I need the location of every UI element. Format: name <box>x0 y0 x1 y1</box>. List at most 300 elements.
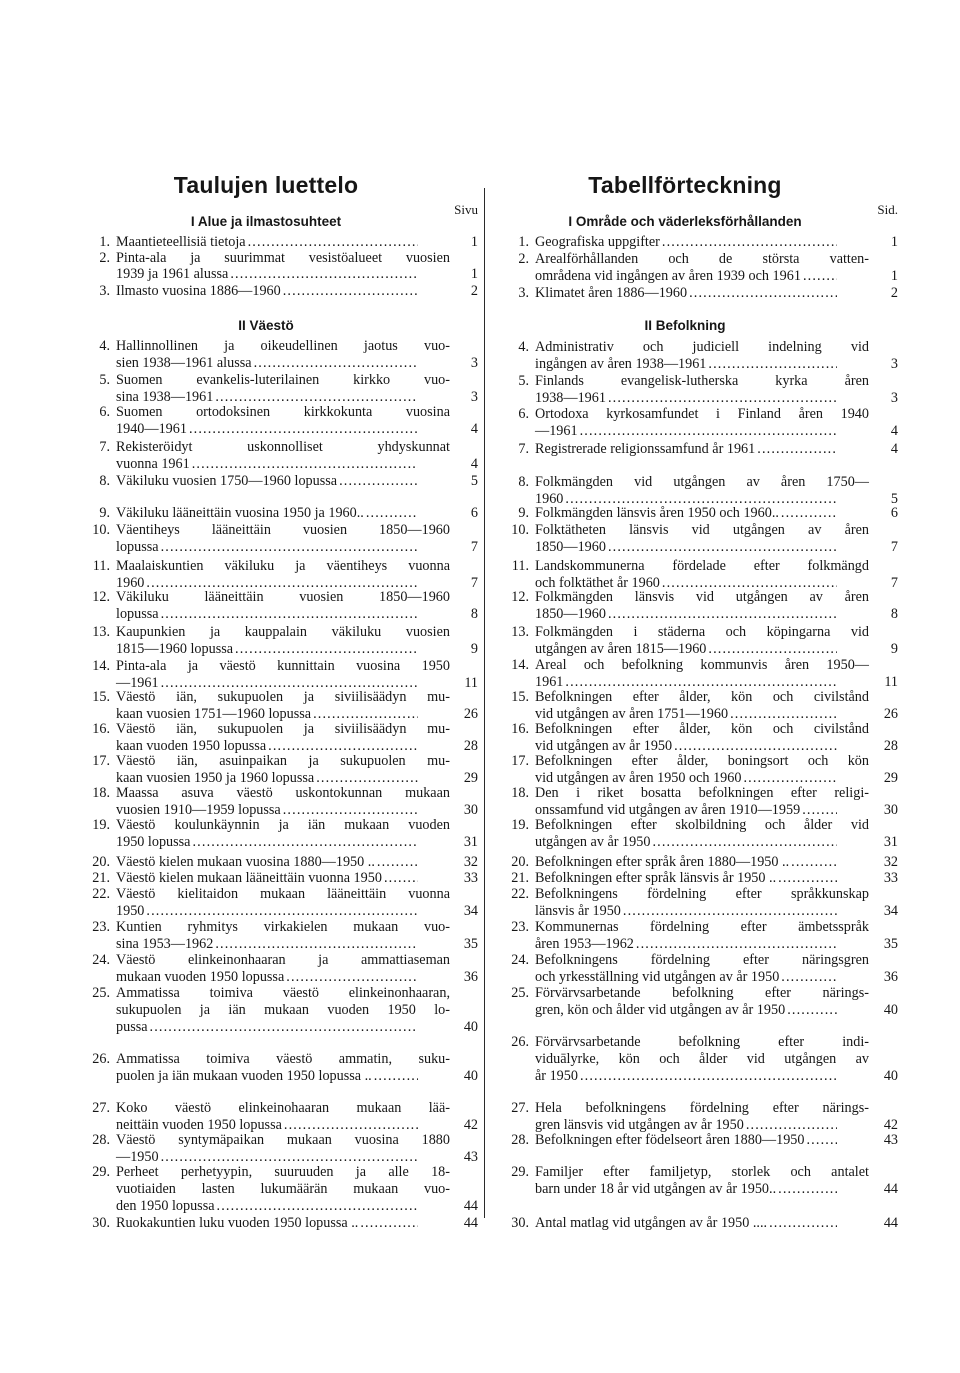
entry-text-line: —1961 <box>116 675 159 691</box>
entry-number: 15. <box>92 689 110 705</box>
toc-entry <box>503 340 898 372</box>
toc-entry <box>84 590 478 622</box>
entry-page-number: 42 <box>883 1117 898 1133</box>
entry-text-line: Areal och befolkning kommunvis åren 1950— <box>535 657 869 673</box>
entry-number: 13. <box>511 624 529 640</box>
entry-page-number: 36 <box>883 969 898 985</box>
entry-text-line: 1961 <box>535 674 564 690</box>
dot-leader <box>674 739 837 754</box>
entry-text-line: Maalaiskuntien väkiluku ja väentiheys vuonna <box>116 558 450 574</box>
dot-leader <box>608 540 837 555</box>
entry-text-line: Folkmängden i städerna och köpingarna vid <box>535 624 869 640</box>
entry-text-line: Koko väestö elinkeinohaaran mukaan lää- <box>116 1100 450 1116</box>
dot-leader <box>708 642 837 657</box>
entry-text-line: och yrkesställning vid utgången av år 1950 <box>535 969 780 985</box>
entry-number: 15. <box>511 689 529 705</box>
entry-text-line: Geografiska uppgifter <box>535 234 660 250</box>
toc-entry <box>503 722 898 754</box>
entry-number: 17. <box>92 753 110 769</box>
entry-text-line: onssamfund vid utgången av åren 1910—1959 <box>535 802 801 818</box>
entry-number: 12. <box>92 589 110 605</box>
entry-page-number: 1 <box>890 234 898 250</box>
entry-text-line: —1950 <box>116 1149 159 1165</box>
entry-number: 4. <box>99 338 110 354</box>
toc-entry <box>503 887 898 919</box>
toc-entry <box>84 284 478 299</box>
dot-leader <box>235 642 418 657</box>
toc-entry <box>503 475 898 507</box>
dot-leader <box>778 871 837 886</box>
dot-leader <box>286 970 418 985</box>
entry-text-line: Hela befolkningens fördelning efter närings- <box>535 1100 869 1116</box>
entry-number: 24. <box>92 952 110 968</box>
entry-page-number: 7 <box>470 539 478 555</box>
entry-page-number: 33 <box>883 870 898 886</box>
entry-number: 16. <box>511 721 529 737</box>
dot-leader <box>283 284 418 299</box>
entry-page-number: 30 <box>883 802 898 818</box>
entry-page-number: 32 <box>463 854 478 870</box>
entry-number: 8. <box>518 474 529 490</box>
entry-page-number: 3 <box>890 356 898 372</box>
entry-page-number: 8 <box>890 606 898 622</box>
dot-leader <box>146 904 418 919</box>
entry-number: 4. <box>518 339 529 355</box>
toc-entry <box>503 286 898 301</box>
toc-entry <box>503 235 898 250</box>
entry-page-number: 35 <box>463 936 478 952</box>
dot-leader <box>161 540 418 555</box>
entry-text-line: Kommunernas fördelning efter ämbetsspråk <box>535 919 869 935</box>
entry-text-line: vuosien 1910—1959 lopussa <box>116 802 281 818</box>
entry-page-number: 40 <box>883 1002 898 1018</box>
toc-entry <box>84 1052 478 1084</box>
entry-number: 22. <box>92 886 110 902</box>
entry-text-line: vid utgången av åren 1751—1960 <box>535 706 729 722</box>
entry-text-line: vuonna 1961 <box>116 456 190 472</box>
entry-text-line: Befolkningen efter ålder, boningsort och kön <box>535 753 869 769</box>
entry-page-number: 6 <box>470 505 478 521</box>
entry-page-number: 1 <box>470 266 478 282</box>
toc-entry <box>84 405 478 437</box>
toc-entry <box>84 235 478 250</box>
entry-number: 2. <box>518 251 529 267</box>
entry-text-line: Väkiluku vuosien 1750—1960 lopussa <box>116 473 338 489</box>
entry-number: 26. <box>511 1034 529 1050</box>
entry-text-line: Befolkningen efter ålder, kön och civilstånd <box>535 721 869 737</box>
entry-number: 20. <box>511 854 529 870</box>
entry-number: 14. <box>92 658 110 674</box>
entry-text-line: Befolkningen efter ålder, kön och civilstånd <box>535 689 869 705</box>
entry-page-number: 3 <box>470 389 478 405</box>
toc-entry <box>84 986 478 1035</box>
dot-leader <box>791 855 837 870</box>
entry-text-line: Finlands evangelisk-lutherska kyrka åren <box>535 373 869 389</box>
entry-text-line: Väestö kielitaidon mukaan lääneittäin vuonna <box>116 886 450 902</box>
dot-leader <box>652 835 837 850</box>
toc-entry <box>503 920 898 952</box>
entry-number: 12. <box>511 589 529 605</box>
entry-text-line: år 1950 <box>535 1068 578 1084</box>
toc-entry <box>503 252 898 284</box>
dot-leader <box>708 357 837 372</box>
toc-entry <box>503 871 898 886</box>
entry-text-line: Folkmängden länsvis åren 1950 och 1960.. <box>535 505 779 521</box>
toc-entry <box>84 690 478 722</box>
entry-number: 28. <box>92 1132 110 1148</box>
entry-text-line: Perheet perhetyypin, suuruuden ja alle 18- <box>116 1164 450 1180</box>
entry-page-number: 31 <box>463 834 478 850</box>
entry-number: 11. <box>511 558 529 574</box>
entry-page-number: 34 <box>463 903 478 919</box>
entry-page-number: 9 <box>470 641 478 657</box>
entry-text-line: Folktätheten länsvis vid utgången av åren <box>535 522 869 538</box>
entry-number: 27. <box>511 1100 529 1116</box>
dot-leader <box>268 739 418 754</box>
entry-number: 7. <box>99 439 110 455</box>
entry-text-line: kaan vuosien 1751—1960 lopussa <box>116 706 312 722</box>
entry-number: 28. <box>511 1132 529 1148</box>
dot-leader <box>217 1199 418 1214</box>
toc-entry <box>503 1035 898 1084</box>
dot-leader <box>189 422 418 437</box>
entry-text-line: 1939 ja 1961 alussa <box>116 266 229 282</box>
entry-text-line: utgången av år 1950 <box>535 834 651 850</box>
toc-entry <box>503 1133 898 1148</box>
entry-text-line: Befolkningens fördelning efter näringsgren <box>535 952 869 968</box>
entry-text-line: Suomen ortodoksinen kirkkokunta vuosina <box>116 404 450 420</box>
entry-text-line: Folkmängden länsvis vid utgången av åren <box>535 589 869 605</box>
entry-page-number: 42 <box>463 1117 478 1133</box>
entry-page-number: 4 <box>890 441 898 457</box>
entry-text-line: Pinta-ala ja suurimmat vesistöalueet vuosien <box>116 250 450 266</box>
entry-text-line: Ortodoxa kyrkosamfundet i Finland åren 1940 <box>535 406 869 422</box>
entry-number: 8. <box>99 473 110 489</box>
entry-text-line: Befolkningen efter födelseort åren 1880—1950 <box>535 1132 805 1148</box>
entry-text-line: 1850—1960 <box>535 606 606 622</box>
entry-number: 21. <box>92 870 110 886</box>
entry-text-line: sien 1938—1961 alussa <box>116 355 252 371</box>
toc-entry <box>84 625 478 657</box>
dot-leader <box>803 269 837 284</box>
entry-text-line: Den i riket bosatta befolkningen efter religi- <box>535 785 869 801</box>
entry-text-line: Klimatet åren 1886—1960 <box>535 285 688 301</box>
entry-text-line: Maassa asuva väestö uskontokunnan mukaan <box>116 785 450 801</box>
entry-page-number: 26 <box>883 706 898 722</box>
toc-entry <box>84 659 478 691</box>
entry-text-line: gren länsvis vid utgången av år 1950 <box>535 1117 744 1133</box>
entry-text-line: 1938—1961 <box>535 390 606 406</box>
entry-text-line: Väestö kielen mukaan lääneittäin vuonna 1950 <box>116 870 382 886</box>
toc-entry <box>503 1165 898 1197</box>
entry-page-number: 3 <box>470 355 478 371</box>
dot-leader <box>254 356 418 371</box>
toc-entry <box>503 754 898 786</box>
toc-entry <box>84 506 478 521</box>
entry-number: 11. <box>92 558 110 574</box>
entry-number: 5. <box>99 372 110 388</box>
entry-page-number: 1 <box>470 234 478 250</box>
entry-page-number: 7 <box>470 575 478 591</box>
entry-number: 18. <box>511 785 529 801</box>
dot-leader <box>284 1118 418 1133</box>
dot-leader <box>283 803 418 818</box>
toc-entry <box>84 523 478 555</box>
entry-page-number: 28 <box>463 738 478 754</box>
entry-page-number: 2 <box>470 283 478 299</box>
entry-number: 1. <box>518 234 529 250</box>
entry-page-number: 7 <box>890 539 898 555</box>
toc-entry <box>84 754 478 786</box>
entry-text-line: Pinta-ala ja väestö kunnittain vuosina 1950 <box>116 658 450 674</box>
entry-text-line: Rekisteröidyt uskonnolliset yhdyskunnat <box>116 439 450 455</box>
entry-page-number: 43 <box>463 1149 478 1165</box>
entry-page-number: 4 <box>890 423 898 439</box>
entry-page-number: 1 <box>890 268 898 284</box>
entry-text-line: Suomen evankelis-luterilainen kirkko vuo- <box>116 372 450 388</box>
toc-entry <box>503 786 898 818</box>
dot-leader <box>565 675 837 690</box>
toc-entry <box>84 920 478 952</box>
entry-text-line: —1961 <box>535 423 578 439</box>
entry-number: 23. <box>92 919 110 935</box>
entry-number: 27. <box>92 1100 110 1116</box>
entry-page-number: 26 <box>463 706 478 722</box>
dot-leader <box>161 607 418 622</box>
toc-entry <box>84 1133 478 1165</box>
entry-page-number: 9 <box>890 641 898 657</box>
entry-number: 25. <box>92 985 110 1001</box>
entry-text-line: och folktäthet år 1960 <box>535 575 660 591</box>
entry-page-number: 5 <box>890 491 898 507</box>
dot-leader <box>636 937 837 952</box>
entry-text-line: viduālyrke, kön och ålder vid utgången av <box>535 1051 869 1067</box>
toc-entry <box>503 407 898 439</box>
entry-page-number: 43 <box>883 1132 898 1148</box>
dot-leader <box>778 1182 837 1197</box>
entry-number: 3. <box>518 285 529 301</box>
dot-leader <box>161 1150 418 1165</box>
entry-text-line: 1850—1960 <box>535 539 606 555</box>
entry-text-line: Väestö iän, asuinpaikan ja sukupuolen mu- <box>116 753 450 769</box>
entry-number: 10. <box>92 522 110 538</box>
entry-number: 7. <box>518 441 529 457</box>
entry-text-line: 1950 lopussa <box>116 834 191 850</box>
entry-text-line: Väestö syntymäpaikan mukaan vuosina 1880 <box>116 1132 450 1148</box>
entry-page-number: 32 <box>883 854 898 870</box>
toc-entry <box>84 953 478 985</box>
toc-entry <box>503 1101 898 1133</box>
entry-text-line: neittäin vuoden 1950 lopussa <box>116 1117 282 1133</box>
entry-text-line: Ammatissa toimiva väestö ammatin, suku- <box>116 1051 450 1067</box>
entry-number: 13. <box>92 624 110 640</box>
dot-leader <box>580 424 837 439</box>
toc-entry <box>84 871 478 886</box>
toc-entry <box>84 373 478 405</box>
entry-number: 19. <box>511 817 529 833</box>
toc-entry <box>503 953 898 985</box>
entry-number: 9. <box>518 505 529 521</box>
toc-entry <box>84 722 478 754</box>
entry-text-line: Väkiluku lääneittäin vuosina 1950 ja 1960.. <box>116 505 364 521</box>
entry-page-number: 44 <box>883 1215 898 1231</box>
dot-leader <box>248 235 418 250</box>
entry-number: 17. <box>511 753 529 769</box>
entry-text-line: områdena vid ingången av åren 1939 och 1961 <box>535 268 801 284</box>
entry-page-number: 29 <box>883 770 898 786</box>
entry-number: 29. <box>511 1164 529 1180</box>
entry-text-line: ingången av åren 1938—1961 <box>535 356 707 372</box>
entry-page-number: 3 <box>890 390 898 406</box>
toc-entry <box>84 887 478 919</box>
entry-page-number: 44 <box>463 1198 478 1214</box>
entry-text-line: sina 1938—1961 <box>116 389 214 405</box>
entry-text-line: Arealförhållanden och de största vatten- <box>535 251 869 267</box>
toc-entry <box>503 590 898 622</box>
toc-entry <box>503 986 898 1018</box>
entry-text-line: Registrerade religionssamfund år 1961 <box>535 441 756 457</box>
entry-text-line: Väestö iän, sukupuolen ja siviilisäädyn mu- <box>116 689 450 705</box>
entry-text-line: Väkiluku lääneittäin vuosien 1850—1960 <box>116 589 450 605</box>
entry-text-line: gren, kön och ålder vid utgången av år 1950 <box>535 1002 786 1018</box>
entry-page-number: 4 <box>470 456 478 472</box>
entry-text-line: Befolkningens fördelning efter språkkunskap <box>535 886 869 902</box>
dot-leader <box>781 506 837 521</box>
dot-leader <box>787 1003 837 1018</box>
entry-text-line: Hallinnollinen ja oikeudellinen jaotus vuo- <box>116 338 450 354</box>
entry-text-line: Kuntien ryhmitys virkakielen mukaan vuo- <box>116 919 450 935</box>
entry-text-line: Kaupunkien ja kauppalain väkiluku vuosien <box>116 624 450 640</box>
entry-text-line: länsvis år 1950 <box>535 903 621 919</box>
entry-page-number: 40 <box>463 1019 478 1035</box>
entry-number: 22. <box>511 886 529 902</box>
entry-number: 18. <box>92 785 110 801</box>
entry-text-line: Väestö iän, sukupuolen ja siviilisäädyn mu- <box>116 721 450 737</box>
dot-leader <box>150 1020 418 1035</box>
swedish-title: Tabellförteckning <box>588 172 782 198</box>
entry-number: 6. <box>518 406 529 422</box>
dot-leader <box>806 1133 837 1148</box>
entry-text-line: lopussa <box>116 606 159 622</box>
entry-text-line: vid utgången av år 1950 <box>535 738 673 754</box>
entry-number: 2. <box>99 250 110 266</box>
entry-page-number: 34 <box>883 903 898 919</box>
entry-text-line: Ruokakuntien luku vuoden 1950 lopussa .. <box>116 1215 359 1231</box>
dot-leader <box>769 1216 837 1231</box>
dot-leader <box>757 442 837 457</box>
toc-entry <box>84 855 478 870</box>
dot-leader <box>781 970 837 985</box>
entry-text-line: sukupuolen ja iän mukaan vuoden 1950 lo- <box>116 1002 450 1018</box>
toc-entry <box>84 1101 478 1133</box>
entry-number: 16. <box>92 721 110 737</box>
entry-number: 19. <box>92 817 110 833</box>
dot-leader <box>374 1069 418 1084</box>
toc-entry <box>503 818 898 850</box>
entry-number: 3. <box>99 283 110 299</box>
dot-leader <box>608 391 837 406</box>
entry-page-number: 8 <box>470 606 478 622</box>
dot-leader <box>339 474 418 489</box>
entry-text-line: Administrativ och judiciell indelning vid <box>535 339 869 355</box>
entry-number: 6. <box>99 404 110 420</box>
section-heading: II Befolkning <box>644 318 726 333</box>
entry-page-number: 40 <box>883 1068 898 1084</box>
entry-text-line: den 1950 lopussa <box>116 1198 215 1214</box>
entry-text-line: åren 1953—1962 <box>535 936 634 952</box>
toc-entry <box>503 658 898 690</box>
toc-entry <box>84 818 478 850</box>
entry-page-number: 28 <box>883 738 898 754</box>
entry-page-number: 11 <box>884 674 898 690</box>
entry-number: 30. <box>511 1215 529 1231</box>
entry-page-number: 44 <box>883 1181 898 1197</box>
dot-leader <box>230 267 418 282</box>
entry-text-line: Befolkningen efter språk länsvis år 1950 .. <box>535 870 777 886</box>
toc-entry <box>84 440 478 472</box>
entry-text-line: kaan vuoden 1950 lopussa <box>116 738 267 754</box>
entry-page-number: 44 <box>463 1215 478 1231</box>
entry-text-line: vuotiaiden lasten lukumäärän mukaan vuo- <box>116 1181 450 1197</box>
dot-leader <box>215 937 418 952</box>
entry-text-line: Ilmasto vuosina 1886—1960 <box>116 283 281 299</box>
toc-entry <box>84 251 478 282</box>
entry-page-number: 31 <box>883 834 898 850</box>
entry-text-line: 1940—1961 <box>116 421 187 437</box>
entry-text-line: sina 1953—1962 <box>116 936 214 952</box>
entry-page-number: 5 <box>470 473 478 489</box>
entry-text-line: Folkmängden vid utgången av åren 1750— <box>535 474 869 490</box>
entry-number: 30. <box>92 1215 110 1231</box>
entry-text-line: lopussa <box>116 539 159 555</box>
toc-entry <box>84 1165 478 1214</box>
entry-page-number: 11 <box>464 675 478 691</box>
entry-page-number: 36 <box>463 969 478 985</box>
entry-text-line: 1960 <box>535 491 564 507</box>
toc-entry <box>503 625 898 657</box>
entry-number: 1. <box>99 234 110 250</box>
section-heading: I Område och väderleksförhållanden <box>568 214 802 229</box>
entry-page-number: 40 <box>463 1068 478 1084</box>
dot-leader <box>366 506 418 521</box>
toc-entry <box>503 1216 898 1231</box>
entry-text-line: puolen ja iän mukaan vuoden 1950 lopussa .. <box>116 1068 372 1084</box>
entry-number: 21. <box>511 870 529 886</box>
entry-text-line: Väentiheys lääneittäin vuosien 1850—1960 <box>116 522 450 538</box>
dot-leader <box>192 457 418 472</box>
entry-page-number: 30 <box>463 802 478 818</box>
column-divider <box>484 188 485 1218</box>
entry-text-line: Familjer efter familjetyp, storlek och antalet <box>535 1164 869 1180</box>
entry-page-number: 2 <box>890 285 898 301</box>
entry-text-line: kaan vuosien 1950 ja 1960 lopussa <box>116 770 315 786</box>
toc-entry <box>503 855 898 870</box>
entry-text-line: Väestö elinkeinonhaaran ja ammattiaseman <box>116 952 450 968</box>
entry-number: 5. <box>518 373 529 389</box>
entry-text-line: Landskommunerna fördelade efter folkmängd <box>535 558 869 574</box>
dot-leader <box>802 803 837 818</box>
entry-text-line: Antal matlag vid utgången av år 1950 .... <box>535 1215 768 1231</box>
dot-leader <box>662 235 837 250</box>
dot-leader <box>384 871 418 886</box>
toc-entry <box>503 374 898 406</box>
entry-text-line: Ammatissa toimiva väestö elinkeinonhaaran, <box>116 985 450 1001</box>
entry-number: 23. <box>511 919 529 935</box>
entry-number: 26. <box>92 1051 110 1067</box>
entry-text-line: mukaan vuoden 1950 lopussa <box>116 969 285 985</box>
entry-number: 14. <box>511 657 529 673</box>
entry-text-line: Väestö kielen mukaan vuosina 1880—1950 .. <box>116 854 375 870</box>
